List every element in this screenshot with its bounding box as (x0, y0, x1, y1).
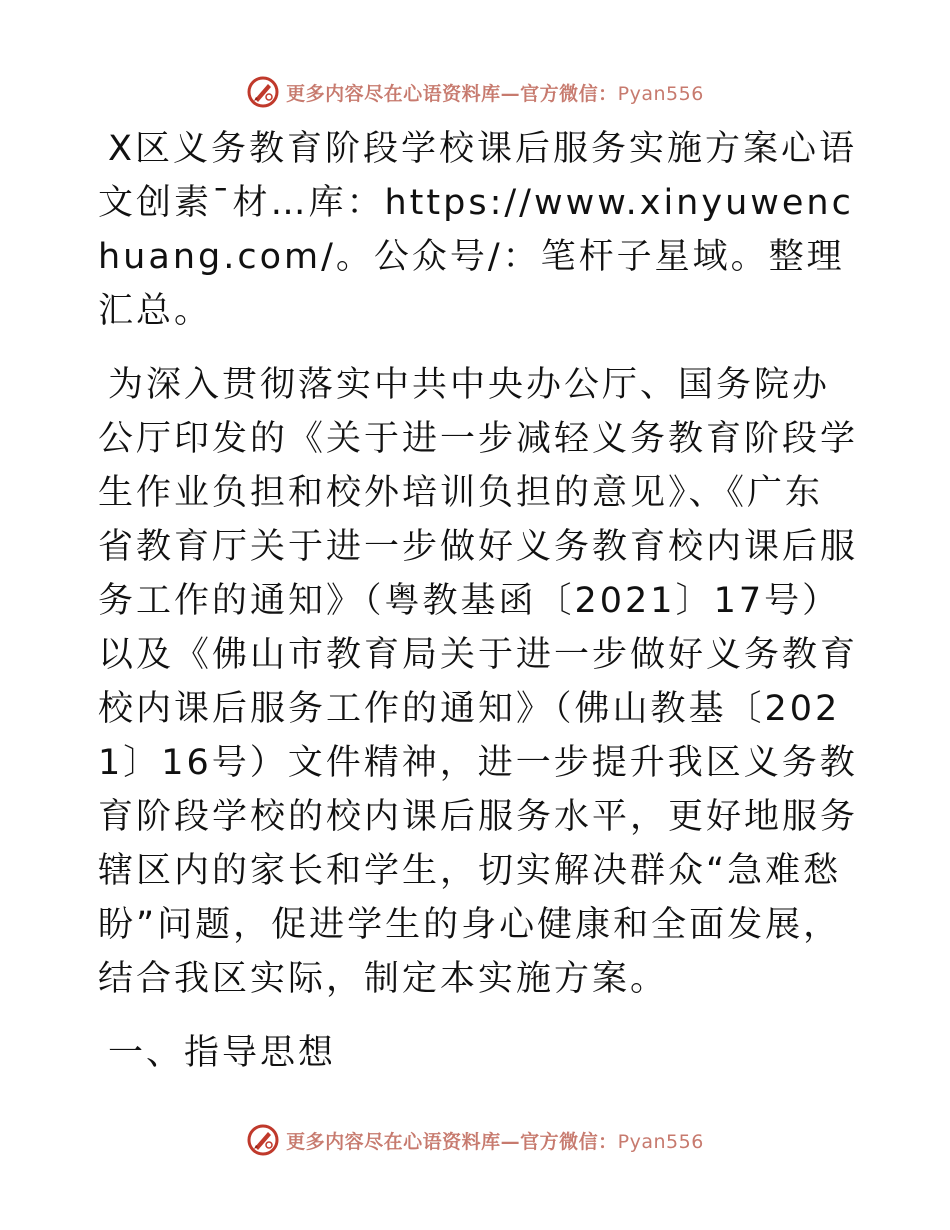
paragraph-title-source: X区义务教育阶段学校课后服务实施方案心语文创素¯材…库：https://www.xinyuwenchuang.com/。公众号/：笔杆子星域。整理汇总。 (98, 129, 857, 331)
footer-watermark (0, 1120, 950, 1160)
watermark-text (286, 1127, 704, 1154)
header-watermark (0, 72, 950, 112)
brand-logo-icon (246, 1123, 280, 1157)
watermark-text (286, 79, 704, 106)
watermark-label: 更多内容尽在心语资料库—官方微信： (286, 82, 618, 105)
document-body (98, 122, 858, 1080)
watermark-account: Pyan556 (617, 1130, 704, 1153)
brand-logo-icon (246, 75, 280, 109)
paragraph-intro: 为深入贯彻落实中共中央办公厅、国务院办公厅印发的《关于进一步减轻义务教育阶段学生作业负担和校外培训负担的意见》、《广东省教育厅关于进一步做好义务教育校内课后服务工作的通知》（粤教基函〔2021〕17号）以及《佛山市教育局关于进一步做好义务教育校内课后服务工作的通知》（佛山教基〔2021〕16号）文件精神，进一步提升我区义务教育阶段学校的校内课后服务水平，更好地服务辖区内的家长和学生，切实解决群众“急难愁盼”问题，促进学生的身心健康和全面发展，结合我区实际，制定本实施方案。 (98, 365, 859, 999)
section-heading: 一、指导思想 (108, 1033, 337, 1073)
watermark-account: Pyan556 (617, 82, 704, 105)
watermark-label: 更多内容尽在心语资料库—官方微信： (286, 1130, 618, 1153)
